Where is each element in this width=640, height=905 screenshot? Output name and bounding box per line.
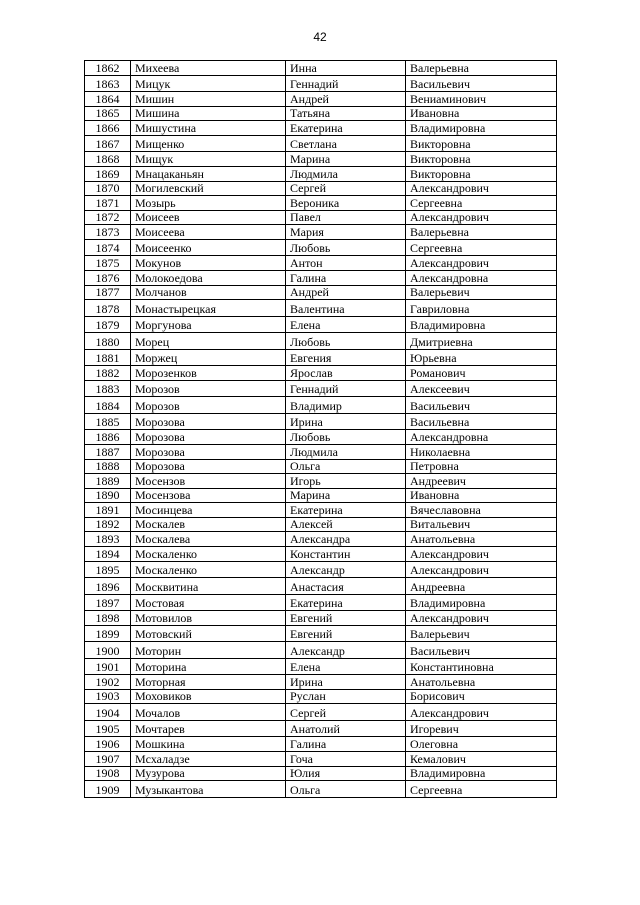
- surname-cell: Морозова: [131, 459, 286, 474]
- first-name-cell: Константин: [286, 547, 406, 562]
- table-row: [85, 578, 557, 595]
- surname-cell: Мотовилов: [131, 611, 286, 626]
- table-row: [85, 210, 557, 225]
- surname-cell: Мишустина: [131, 121, 286, 136]
- patronymic-cell: Александрович: [406, 561, 557, 578]
- first-name-cell: Мария: [286, 225, 406, 240]
- table-row: [85, 474, 557, 489]
- row-number-cell: 1893: [85, 532, 131, 547]
- first-name-cell: Павел: [286, 210, 406, 225]
- patronymic-cell: Витальевич: [406, 517, 557, 532]
- patronymic-cell: Вениаминович: [406, 92, 557, 107]
- table-row: [85, 517, 557, 532]
- patronymic-cell: Кемалович: [406, 752, 557, 767]
- first-name-cell: Ольга: [286, 781, 406, 798]
- table-row: [85, 752, 557, 767]
- row-number-cell: 1902: [85, 675, 131, 690]
- first-name-cell: Геннадий: [286, 380, 406, 397]
- surname-cell: Мостовая: [131, 594, 286, 611]
- surname-cell: Молокоедова: [131, 271, 286, 286]
- first-name-cell: Руслан: [286, 689, 406, 704]
- table-row: [85, 430, 557, 445]
- patronymic-cell: Игоревич: [406, 720, 557, 737]
- surname-cell: Морозов: [131, 380, 286, 397]
- first-name-cell: Евгений: [286, 611, 406, 626]
- patronymic-cell: Андреевна: [406, 578, 557, 595]
- table-row: [85, 316, 557, 333]
- table-row: [85, 92, 557, 107]
- patronymic-cell: Викторовна: [406, 135, 557, 152]
- patronymic-cell: Васильевич: [406, 642, 557, 659]
- patronymic-cell: Гавриловна: [406, 300, 557, 317]
- patronymic-cell: Борисович: [406, 689, 557, 704]
- patronymic-cell: Романович: [406, 366, 557, 381]
- row-number-cell: 1904: [85, 704, 131, 721]
- first-name-cell: Татьяна: [286, 106, 406, 121]
- surname-cell: Моторин: [131, 642, 286, 659]
- first-name-cell: Екатерина: [286, 121, 406, 136]
- table-row: [85, 704, 557, 721]
- surname-cell: Моховиков: [131, 689, 286, 704]
- patronymic-cell: Николаевна: [406, 444, 557, 459]
- row-number-cell: 1864: [85, 92, 131, 107]
- row-number-cell: 1897: [85, 594, 131, 611]
- patronymic-cell: Сергеевна: [406, 196, 557, 211]
- table-row: [85, 737, 557, 752]
- table-row: [85, 658, 557, 675]
- row-number-cell: 1884: [85, 397, 131, 414]
- table-row: [85, 106, 557, 121]
- first-name-cell: Марина: [286, 488, 406, 503]
- row-number-cell: 1862: [85, 61, 131, 76]
- surname-cell: Морозов: [131, 397, 286, 414]
- table-row: [85, 459, 557, 474]
- first-name-cell: Елена: [286, 658, 406, 675]
- surname-cell: Москвитина: [131, 578, 286, 595]
- surname-cell: Музурова: [131, 766, 286, 781]
- row-number-cell: 1877: [85, 285, 131, 300]
- patronymic-cell: Сергеевна: [406, 781, 557, 798]
- row-number-cell: 1880: [85, 333, 131, 350]
- row-number-cell: 1889: [85, 474, 131, 489]
- surname-cell: Морозова: [131, 413, 286, 430]
- patronymic-cell: Петровна: [406, 459, 557, 474]
- surname-cell: Моторина: [131, 658, 286, 675]
- first-name-cell: Юлия: [286, 766, 406, 781]
- table-row: [85, 625, 557, 642]
- first-name-cell: Игорь: [286, 474, 406, 489]
- row-number-cell: 1865: [85, 106, 131, 121]
- patronymic-cell: Вячеславовна: [406, 503, 557, 518]
- row-number-cell: 1883: [85, 380, 131, 397]
- row-number-cell: 1888: [85, 459, 131, 474]
- surname-cell: Могилевский: [131, 181, 286, 196]
- row-number-cell: 1871: [85, 196, 131, 211]
- table-row: [85, 61, 557, 76]
- first-name-cell: Анатолий: [286, 720, 406, 737]
- first-name-cell: Екатерина: [286, 594, 406, 611]
- surname-cell: Мищенко: [131, 135, 286, 152]
- surname-cell: Мошкина: [131, 737, 286, 752]
- first-name-cell: Любовь: [286, 239, 406, 256]
- table-row: [85, 271, 557, 286]
- row-number-cell: 1872: [85, 210, 131, 225]
- first-name-cell: Любовь: [286, 333, 406, 350]
- row-number-cell: 1863: [85, 75, 131, 92]
- table-row: [85, 300, 557, 317]
- first-name-cell: Марина: [286, 152, 406, 167]
- surname-cell: Михеева: [131, 61, 286, 76]
- table-row: [85, 256, 557, 271]
- surname-cell: Моргунова: [131, 316, 286, 333]
- row-number-cell: 1892: [85, 517, 131, 532]
- first-name-cell: Ирина: [286, 675, 406, 690]
- first-name-cell: Галина: [286, 271, 406, 286]
- first-name-cell: Андрей: [286, 285, 406, 300]
- patronymic-cell: Юрьевна: [406, 349, 557, 366]
- surname-cell: Мицук: [131, 75, 286, 92]
- surname-cell: Мочалов: [131, 704, 286, 721]
- patronymic-cell: Владимировна: [406, 594, 557, 611]
- first-name-cell: Елена: [286, 316, 406, 333]
- surname-cell: Морец: [131, 333, 286, 350]
- first-name-cell: Ольга: [286, 459, 406, 474]
- table-row: [85, 413, 557, 430]
- surname-cell: Мозырь: [131, 196, 286, 211]
- first-name-cell: Александр: [286, 561, 406, 578]
- surname-cell: Мосинцева: [131, 503, 286, 518]
- first-name-cell: Валентина: [286, 300, 406, 317]
- table-row: [85, 285, 557, 300]
- first-name-cell: Галина: [286, 737, 406, 752]
- patronymic-cell: Валерьевна: [406, 225, 557, 240]
- surname-cell: Мсхаладзе: [131, 752, 286, 767]
- surname-cell: Мишин: [131, 92, 286, 107]
- surname-cell: Морозова: [131, 430, 286, 445]
- row-number-cell: 1868: [85, 152, 131, 167]
- table-row: [85, 766, 557, 781]
- patronymic-cell: Васильевич: [406, 75, 557, 92]
- patronymic-cell: Валерьевич: [406, 625, 557, 642]
- patronymic-cell: Анатольевна: [406, 532, 557, 547]
- table-row: [85, 611, 557, 626]
- patronymic-cell: Владимировна: [406, 766, 557, 781]
- patronymic-cell: Викторовна: [406, 152, 557, 167]
- first-name-cell: Андрей: [286, 92, 406, 107]
- page-number: 42: [313, 30, 327, 44]
- row-number-cell: 1870: [85, 181, 131, 196]
- table-row: [85, 75, 557, 92]
- row-number-cell: 1873: [85, 225, 131, 240]
- patronymic-cell: Александровна: [406, 271, 557, 286]
- patronymic-cell: Сергеевна: [406, 239, 557, 256]
- surname-cell: Мотовский: [131, 625, 286, 642]
- table-row: [85, 196, 557, 211]
- row-number-cell: 1909: [85, 781, 131, 798]
- table-row: [85, 488, 557, 503]
- row-number-cell: 1906: [85, 737, 131, 752]
- patronymic-cell: Александрович: [406, 704, 557, 721]
- table-row: [85, 532, 557, 547]
- surname-cell: Моисеев: [131, 210, 286, 225]
- table-row: [85, 333, 557, 350]
- patronymic-cell: Анатольевна: [406, 675, 557, 690]
- table-row: [85, 547, 557, 562]
- row-number-cell: 1874: [85, 239, 131, 256]
- surname-cell: Мосензова: [131, 488, 286, 503]
- table-row: [85, 366, 557, 381]
- table-row: [85, 239, 557, 256]
- surname-cell: Мищук: [131, 152, 286, 167]
- surname-cell: Морозова: [131, 444, 286, 459]
- patronymic-cell: Ивановна: [406, 106, 557, 121]
- table-row: [85, 135, 557, 152]
- surname-cell: Моржец: [131, 349, 286, 366]
- row-number-cell: 1899: [85, 625, 131, 642]
- row-number-cell: 1866: [85, 121, 131, 136]
- first-name-cell: Владимир: [286, 397, 406, 414]
- first-name-cell: Людмила: [286, 166, 406, 181]
- patronymic-cell: Валерьевна: [406, 61, 557, 76]
- row-number-cell: 1881: [85, 349, 131, 366]
- surname-cell: Музыкантова: [131, 781, 286, 798]
- patronymic-cell: Александрович: [406, 181, 557, 196]
- table-row: [85, 503, 557, 518]
- surname-cell: Москалев: [131, 517, 286, 532]
- registry-table: [84, 60, 557, 798]
- first-name-cell: Любовь: [286, 430, 406, 445]
- surname-cell: Молчанов: [131, 285, 286, 300]
- row-number-cell: 1895: [85, 561, 131, 578]
- surname-cell: Москаленко: [131, 547, 286, 562]
- table-row: [85, 720, 557, 737]
- row-number-cell: 1891: [85, 503, 131, 518]
- table-row: [85, 689, 557, 704]
- patronymic-cell: Александрович: [406, 256, 557, 271]
- table-row: [85, 642, 557, 659]
- row-number-cell: 1886: [85, 430, 131, 445]
- registry-rows: [85, 61, 557, 798]
- first-name-cell: Светлана: [286, 135, 406, 152]
- first-name-cell: Евгения: [286, 349, 406, 366]
- surname-cell: Москаленко: [131, 561, 286, 578]
- first-name-cell: Людмила: [286, 444, 406, 459]
- row-number-cell: 1894: [85, 547, 131, 562]
- surname-cell: Мокунов: [131, 256, 286, 271]
- first-name-cell: Евгений: [286, 625, 406, 642]
- surname-cell: Моисеева: [131, 225, 286, 240]
- table-row: [85, 121, 557, 136]
- patronymic-cell: Александровна: [406, 430, 557, 445]
- row-number-cell: 1903: [85, 689, 131, 704]
- table-row: [85, 152, 557, 167]
- patronymic-cell: Константиновна: [406, 658, 557, 675]
- row-number-cell: 1896: [85, 578, 131, 595]
- patronymic-cell: Олеговна: [406, 737, 557, 752]
- patronymic-cell: Васильевич: [406, 397, 557, 414]
- patronymic-cell: Владимировна: [406, 121, 557, 136]
- surname-cell: Мнацаканьян: [131, 166, 286, 181]
- table-row: [85, 225, 557, 240]
- first-name-cell: Геннадий: [286, 75, 406, 92]
- surname-cell: Монастырецкая: [131, 300, 286, 317]
- patronymic-cell: Александрович: [406, 611, 557, 626]
- surname-cell: Мосензов: [131, 474, 286, 489]
- table-row: [85, 444, 557, 459]
- row-number-cell: 1882: [85, 366, 131, 381]
- row-number-cell: 1878: [85, 300, 131, 317]
- first-name-cell: Анастасия: [286, 578, 406, 595]
- table-row: [85, 561, 557, 578]
- first-name-cell: Алексей: [286, 517, 406, 532]
- row-number-cell: 1876: [85, 271, 131, 286]
- patronymic-cell: Андреевич: [406, 474, 557, 489]
- first-name-cell: Антон: [286, 256, 406, 271]
- row-number-cell: 1908: [85, 766, 131, 781]
- table-row: [85, 349, 557, 366]
- first-name-cell: Александр: [286, 642, 406, 659]
- patronymic-cell: Ивановна: [406, 488, 557, 503]
- surname-cell: Мишина: [131, 106, 286, 121]
- patronymic-cell: Дмитриевна: [406, 333, 557, 350]
- patronymic-cell: Александрович: [406, 547, 557, 562]
- table-row: [85, 380, 557, 397]
- row-number-cell: 1901: [85, 658, 131, 675]
- first-name-cell: Гоча: [286, 752, 406, 767]
- row-number-cell: 1867: [85, 135, 131, 152]
- row-number-cell: 1885: [85, 413, 131, 430]
- surname-cell: Моисеенко: [131, 239, 286, 256]
- patronymic-cell: Валерьевич: [406, 285, 557, 300]
- patronymic-cell: Александрович: [406, 210, 557, 225]
- first-name-cell: Инна: [286, 61, 406, 76]
- table-row: [85, 675, 557, 690]
- row-number-cell: 1900: [85, 642, 131, 659]
- first-name-cell: Ярослав: [286, 366, 406, 381]
- row-number-cell: 1898: [85, 611, 131, 626]
- row-number-cell: 1907: [85, 752, 131, 767]
- table-row: [85, 781, 557, 798]
- surname-cell: Моторная: [131, 675, 286, 690]
- row-number-cell: 1875: [85, 256, 131, 271]
- first-name-cell: Ирина: [286, 413, 406, 430]
- table-row: [85, 397, 557, 414]
- first-name-cell: Вероника: [286, 196, 406, 211]
- row-number-cell: 1879: [85, 316, 131, 333]
- row-number-cell: 1890: [85, 488, 131, 503]
- first-name-cell: Сергей: [286, 704, 406, 721]
- first-name-cell: Екатерина: [286, 503, 406, 518]
- patronymic-cell: Васильевна: [406, 413, 557, 430]
- patronymic-cell: Викторовна: [406, 166, 557, 181]
- surname-cell: Морозенков: [131, 366, 286, 381]
- row-number-cell: 1869: [85, 166, 131, 181]
- surname-cell: Мочтарев: [131, 720, 286, 737]
- patronymic-cell: Алексеевич: [406, 380, 557, 397]
- patronymic-cell: Владимировна: [406, 316, 557, 333]
- table-row: [85, 166, 557, 181]
- row-number-cell: 1905: [85, 720, 131, 737]
- table-row: [85, 181, 557, 196]
- row-number-cell: 1887: [85, 444, 131, 459]
- table-row: [85, 594, 557, 611]
- first-name-cell: Сергей: [286, 181, 406, 196]
- surname-cell: Москалева: [131, 532, 286, 547]
- first-name-cell: Александра: [286, 532, 406, 547]
